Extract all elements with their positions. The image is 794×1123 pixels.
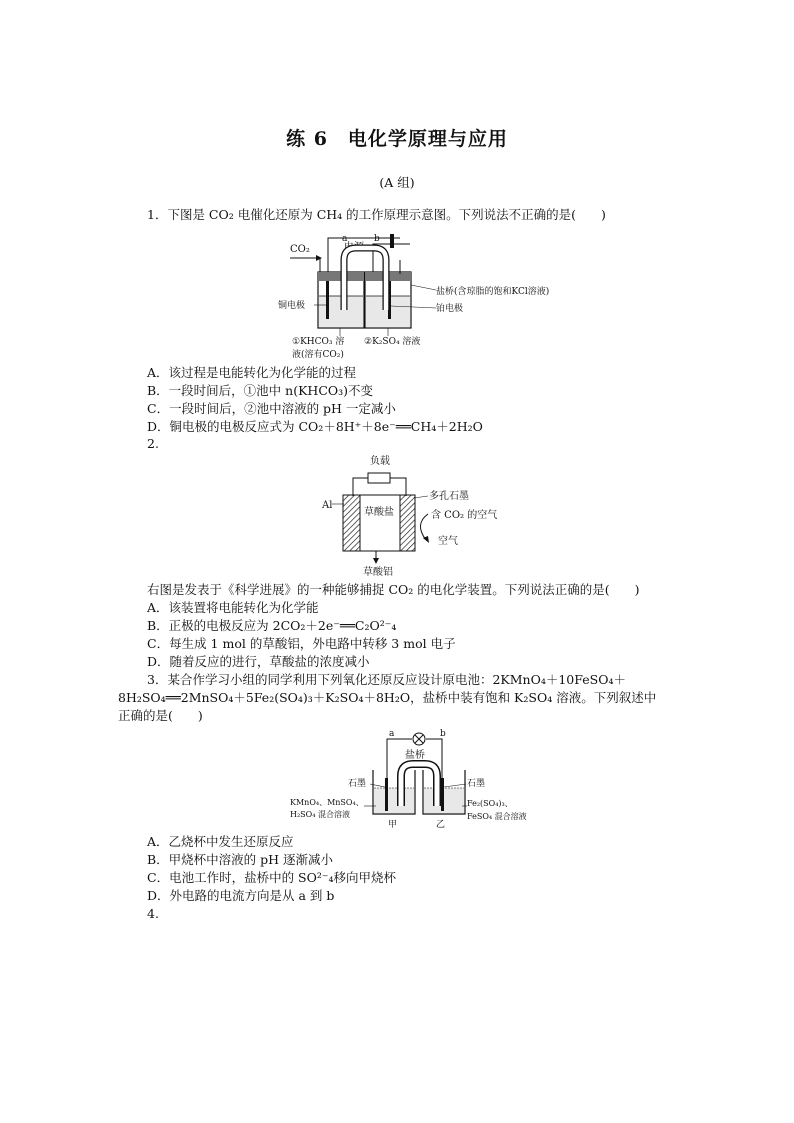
label-graphite-left: 石墨 bbox=[348, 779, 367, 789]
q3-option-a: A．乙烧杯中发生还原反应 bbox=[147, 834, 294, 849]
label-yi: 乙 bbox=[436, 820, 446, 830]
label-a: a bbox=[342, 234, 348, 244]
label-right-sol-2: FeSO₄ 混合溶液 bbox=[467, 812, 527, 821]
graphite-electrode-right bbox=[441, 778, 444, 811]
q3-option-c: C．电池工作时，盐桥中的 SO²⁻₄移向甲烧杯 bbox=[147, 870, 396, 885]
q3-stem-line2: 8H₂SO₄══2MnSO₄＋5Fe₂(SO₄)₃＋K₂SO₄＋8H₂O，盐桥中装有饱和 K₂SO₄ 溶液。下列叙述中 bbox=[118, 690, 657, 705]
page-title: 练 6 电化学原理与应用 bbox=[286, 128, 508, 150]
label-oxalate: 草酸盐 bbox=[364, 507, 394, 518]
q1-option-b: B．一段时间后，①池中 n(KHCO₃)不变 bbox=[147, 383, 374, 398]
label-porous-graphite: 多孔石墨 bbox=[429, 491, 469, 502]
q2-battery-diagram bbox=[318, 452, 528, 577]
label-graphite-right: 石墨 bbox=[467, 779, 486, 789]
power-source bbox=[390, 234, 394, 248]
label-air: 空气 bbox=[438, 536, 458, 547]
q2-option-a: A．该装置将电能转化为化学能 bbox=[147, 600, 319, 615]
label-left-sol-2: H₂SO₄ 混合溶液 bbox=[290, 810, 350, 819]
graphite-electrode-left bbox=[385, 778, 388, 811]
label-al: Al bbox=[322, 500, 333, 511]
q4-number: 4. bbox=[147, 906, 159, 921]
label-left-sol-1: KMnO₄、MnSO₄、 bbox=[290, 798, 364, 807]
q1-stem: 1．下图是 CO₂ 电催化还原为 CH₄ 的工作原理示意图。下列说法不正确的是( ) bbox=[147, 207, 606, 222]
label-b: b bbox=[374, 234, 380, 244]
label-b: b bbox=[440, 729, 446, 739]
label-sol1-a: ①KHCO₃ 溶 bbox=[292, 337, 345, 347]
q3-option-b: B．甲烧杯中溶液的 pH 逐渐减小 bbox=[147, 852, 334, 867]
label-jia: 甲 bbox=[388, 820, 398, 830]
copper-electrode bbox=[326, 281, 329, 319]
load-resistor bbox=[368, 473, 390, 483]
q2-option-d: D．随着反应的进行，草酸盐的浓度减小 bbox=[147, 654, 370, 669]
q3-option-d: D．外电路的电流方向是从 a 到 b bbox=[147, 888, 335, 903]
q3-stem-line3: 正确的是( ) bbox=[118, 708, 203, 723]
q1-option-a: A．该过程是电能转化为化学能的过程 bbox=[147, 365, 357, 380]
label-power: 电源 bbox=[344, 242, 364, 253]
q2-number: 2. bbox=[147, 436, 159, 451]
label-salt-bridge: 盐桥 bbox=[405, 750, 425, 761]
q2-option-b: B．正极的电极反应为 2CO₂＋2e⁻══C₂O²⁻₄ bbox=[147, 618, 397, 633]
q1-option-c: C．一段时间后，②池中溶液的 pH 一定减小 bbox=[147, 401, 396, 416]
label-co2: CO₂ bbox=[290, 244, 310, 255]
q3-stem-line1: 3．某合作学习小组的同学利用下列氧化还原反应设计原电池：2KMnO₄＋10FeSO₄＋ bbox=[147, 672, 626, 687]
group-label: (A 组) bbox=[379, 175, 415, 190]
label-a: a bbox=[389, 729, 395, 739]
label-air-co2: 含 CO₂ 的空气 bbox=[431, 510, 498, 521]
label-load: 负载 bbox=[370, 456, 390, 467]
label-right-sol-1: Fe₂(SO₄)₃、 bbox=[467, 799, 513, 808]
q2-stem: 右图是发表于《科学进展》的一种能够捕捉 CO₂ 的电化学装置。下列说法正确的是( ) bbox=[147, 582, 640, 597]
label-al-oxalate: 草酸铝 bbox=[363, 567, 393, 578]
q2-option-c: C．每生成 1 mol 的草酸铝，外电路中转移 3 mol 电子 bbox=[147, 636, 456, 651]
label-sol1-b: 液(溶有CO₂) bbox=[292, 350, 344, 360]
label-salt-bridge: 盐桥(含琼脂的饱和KCl溶液) bbox=[436, 287, 550, 297]
q1-option-d: D．铜电极的电极反应式为 CO₂＋8H⁺＋8e⁻══CH₄＋2H₂O bbox=[147, 419, 483, 434]
label-sol2: ②K₂SO₄ 溶液 bbox=[364, 337, 421, 347]
label-pt: 铂电极 bbox=[436, 304, 464, 314]
label-cu: 铜电极 bbox=[278, 301, 306, 311]
al-electrode bbox=[343, 495, 360, 551]
q3-galvanic-cell-diagram bbox=[290, 726, 550, 830]
q1-electrolysis-diagram bbox=[270, 230, 560, 365]
porous-graphite-electrode bbox=[400, 495, 415, 551]
